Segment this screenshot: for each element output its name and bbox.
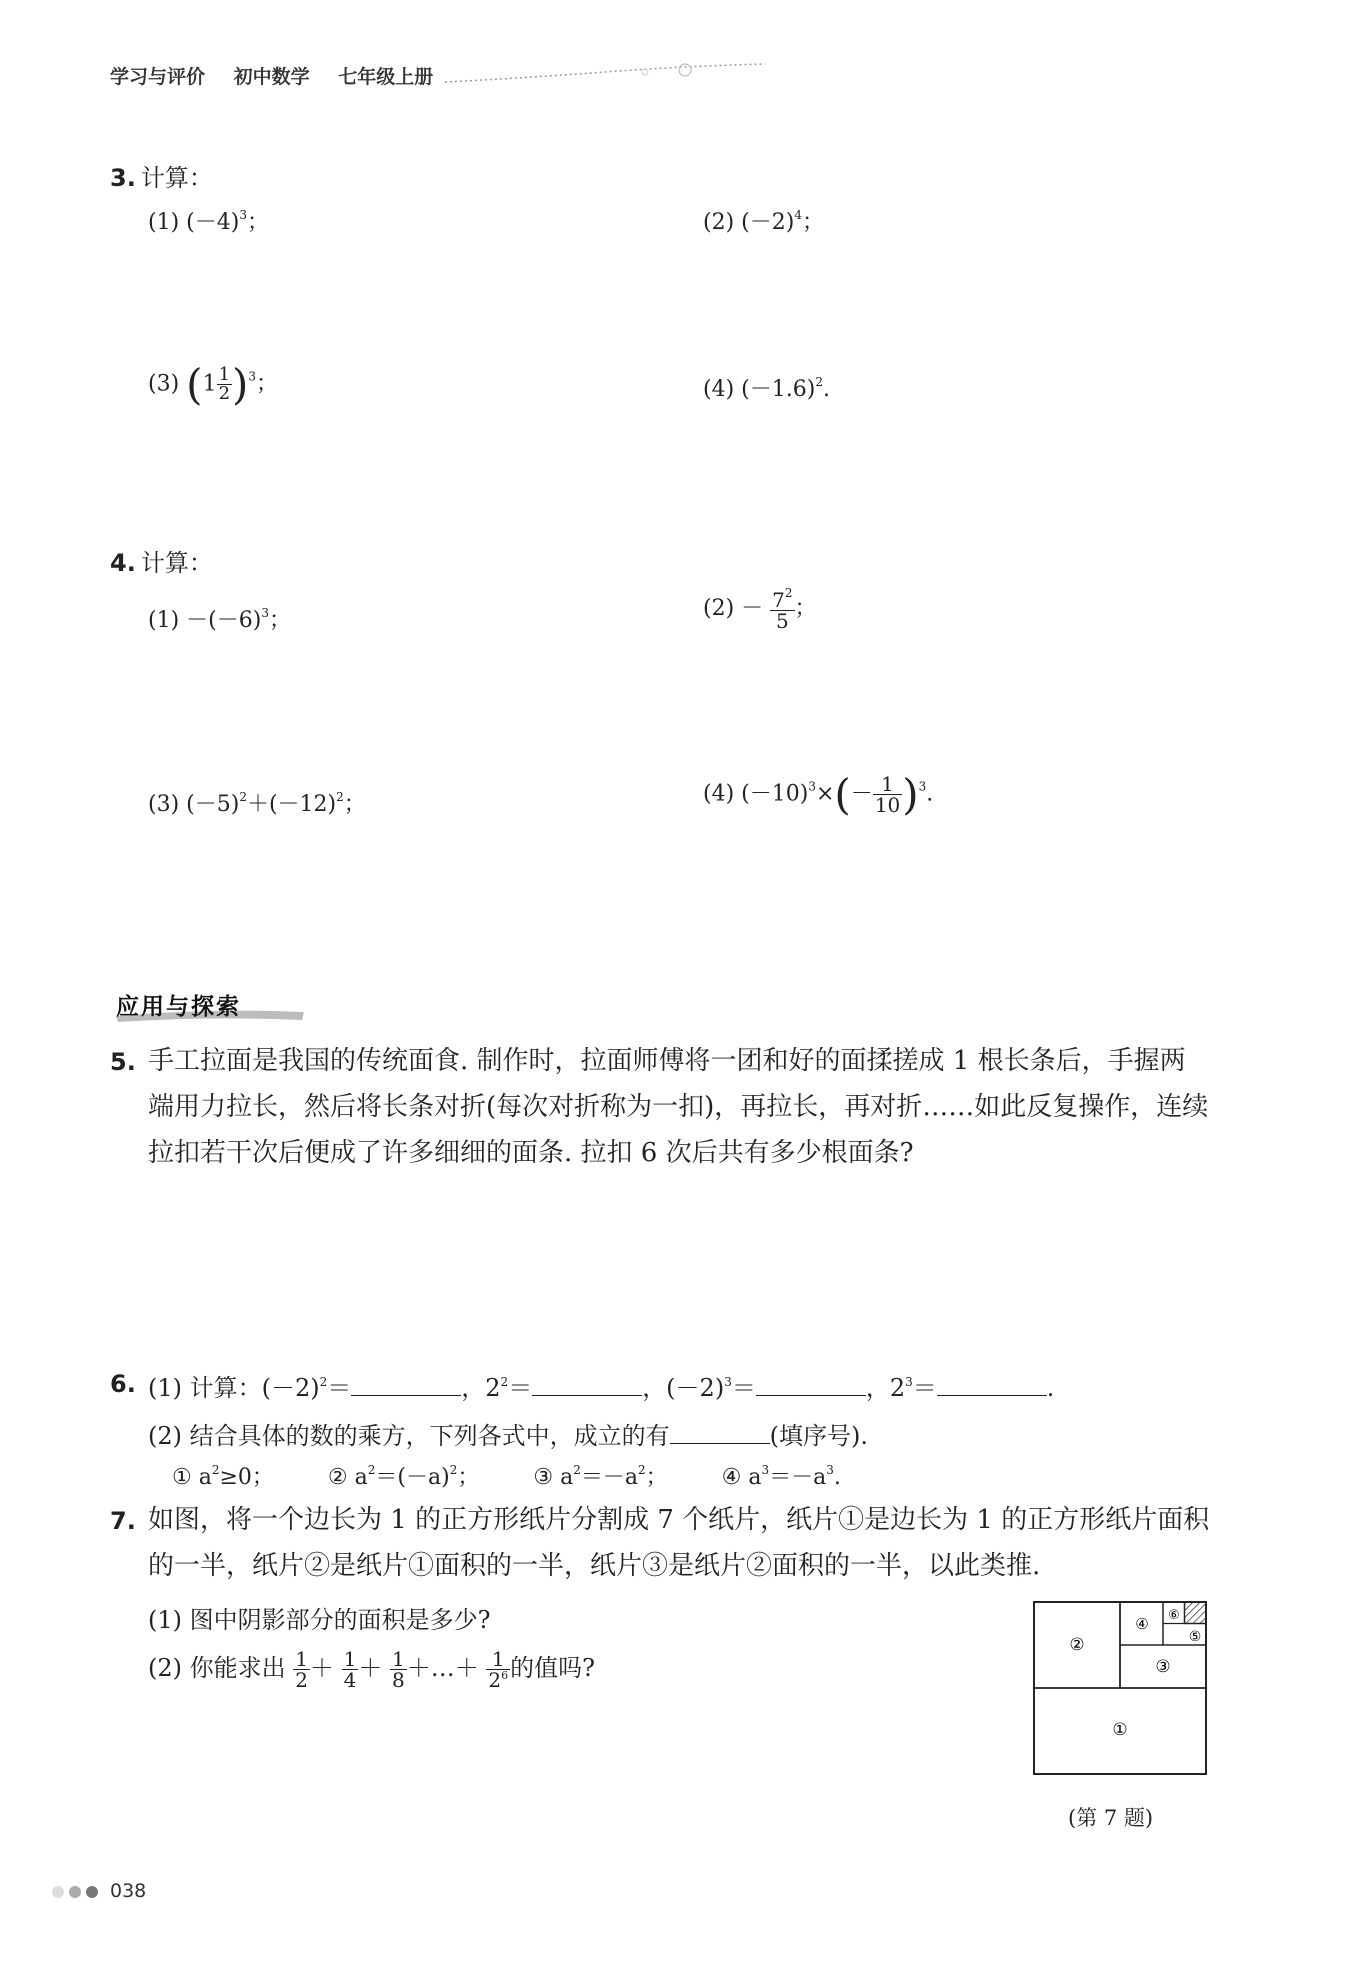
- piece-6-label: ⑥: [1168, 1608, 1180, 1623]
- piece-4-label: ④: [1135, 1615, 1149, 1633]
- q4-title: 计算：: [140, 549, 213, 577]
- figure-caption: (第 7 题): [1068, 1806, 1154, 1830]
- q6-option-2: ② $a^2=(-a)^2$；: [327, 1463, 480, 1490]
- q6-blank-4[interactable]: [937, 1371, 1047, 1396]
- q6-blank-3[interactable]: [756, 1371, 866, 1396]
- q3-item-1: (1) $(-4)^3$；: [148, 208, 269, 235]
- q3-number: 3.: [110, 164, 136, 192]
- q7-square-figure: [1032, 1600, 1210, 1782]
- q7-part-2: (2) 你能求出 $\frac{1}{2}$ ＋ $\frac{1}{4}$ ＋ $\frac{1}{8}$ ＋…＋ $\frac{1}{2^6}$ 的值吗?: [148, 1647, 595, 1692]
- piece-5-label: ⑤: [1188, 1629, 1202, 1645]
- piece-3-label: ③: [1155, 1657, 1171, 1677]
- section-title: 应用与探索: [116, 994, 241, 1020]
- q3-item-3: (3) (1 $\frac{1}{2}$ )$^3$；: [148, 360, 279, 409]
- q3-title: 计算：: [140, 164, 213, 192]
- shaded-region: [1185, 1602, 1207, 1624]
- q6-blank-2[interactable]: [532, 1371, 642, 1396]
- q7-part-1: (1) 图中阴影部分的面积是多少?: [148, 1606, 491, 1634]
- q5-number: 5.: [110, 1048, 136, 1076]
- piece-1-label: ①: [1112, 1720, 1128, 1740]
- q7-text: 如图，将一个边长为 1 的正方形纸片分割成 7 个纸片，纸片①是边长为 1 的正方形纸片面积 的一半，纸片②是纸片①面积的一半，纸片③是纸片②面积的一半，以此类推.: [148, 1505, 1210, 1581]
- q6-options: [172, 1460, 841, 1491]
- q3-item-2: (2) $(-2)^4$；: [703, 208, 824, 235]
- q5-text: 手工拉面是我国的传统面食. 制作时，拉面师傅将一团和好的面揉搓成 1 根长条后，手握两 端用力拉长，然后将长条对折(每次对折称为一扣)，再拉长，再对折……如此反复操作，连续 拉扣若干次后便成了许多细细的面条. 拉扣 6 次后共有多少根面条?: [148, 1046, 1209, 1168]
- q3-heading: [110, 158, 213, 193]
- q4-item-2: (2) － $\frac{7^2}{5}$ ；: [703, 586, 817, 633]
- header-book-series: 学习与评价: [110, 66, 206, 88]
- q4-item-4: (4) $(-10)^3\times(-$ $\frac{1}{10}$ )$^3$.: [703, 770, 934, 819]
- q4-number: 4.: [110, 549, 136, 577]
- q6-option-4: ④ $a^3=-a^3$.: [721, 1463, 841, 1490]
- q6-part-2: (2) 结合具体的数的乘方，下列各式中，成立的有 (填序号).: [148, 1416, 868, 1451]
- q6-blank-5[interactable]: [670, 1419, 770, 1444]
- q6-option-3: ③ $a^2=-a^2$；: [533, 1463, 668, 1490]
- q6-option-1: ① $a^2\ge 0$；: [172, 1463, 274, 1490]
- q7-number: 7.: [110, 1507, 136, 1535]
- piece-2-label: ②: [1069, 1635, 1085, 1655]
- page-number: 038: [110, 1880, 147, 1902]
- q6-blank-1[interactable]: [351, 1371, 461, 1396]
- running-header: [110, 62, 455, 89]
- q3-item-4: (4) $(-1.6)^2$.: [703, 375, 830, 402]
- q4-item-3: (3) $(-5)^2+(-12)^2$；: [148, 790, 366, 817]
- q4-heading: [110, 543, 213, 578]
- header-subject: 初中数学: [233, 66, 310, 88]
- q6-number: 6.: [110, 1370, 136, 1398]
- header-decoration: [445, 58, 765, 88]
- header-grade: 七年级上册: [338, 66, 434, 88]
- q4-item-1: $(1) -(-6)^3$；: [148, 606, 291, 633]
- footer-dots-icon: [50, 1882, 106, 1902]
- q6-part-1: (1) 计算：$(-2)^2=$ ，$2^2=$ ，$(-2)^3=$ ，$2^3=$ .: [148, 1368, 1054, 1403]
